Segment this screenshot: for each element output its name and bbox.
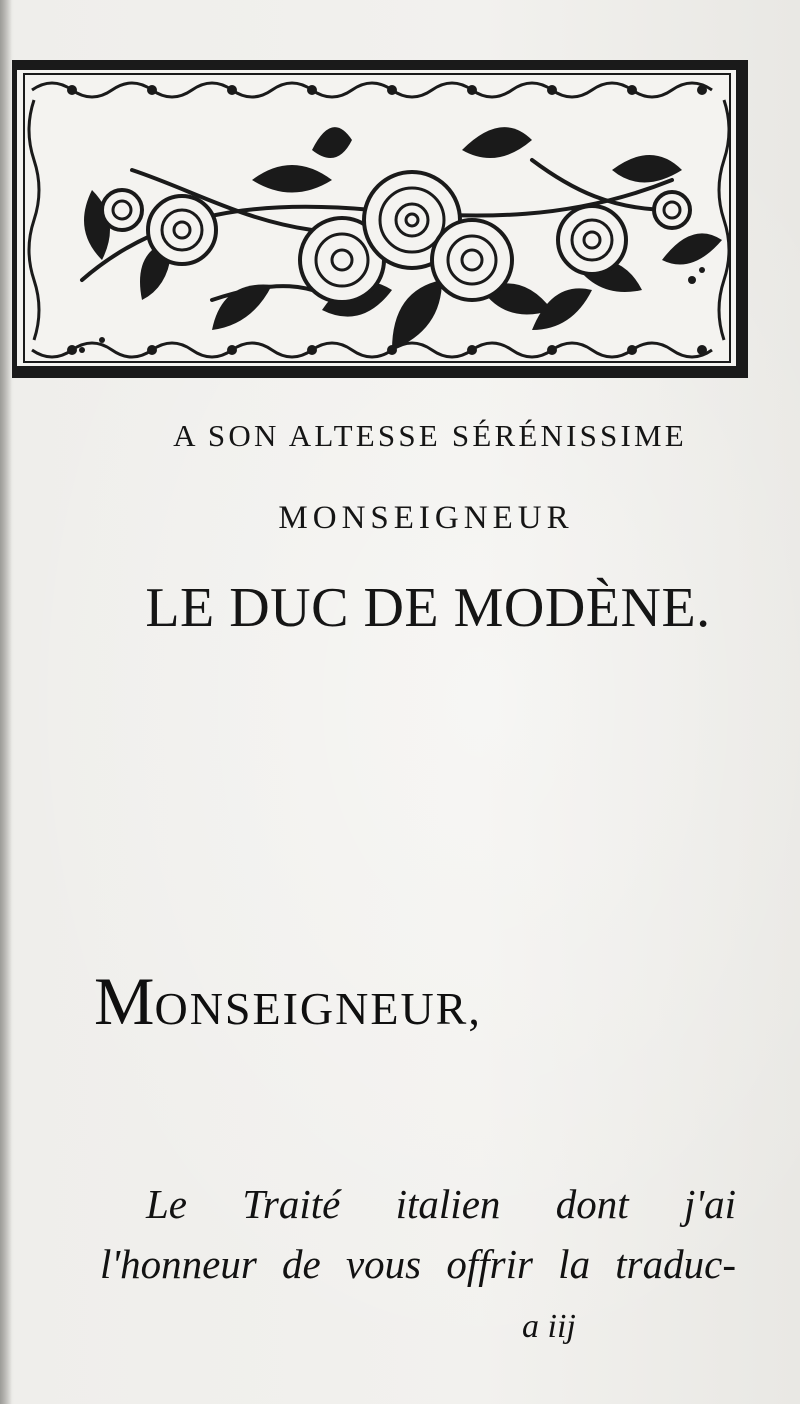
signature-mark: a iij xyxy=(522,1308,576,1345)
floral-headpiece-icon xyxy=(12,60,748,378)
body-line-1: Le Traité italien dont j'ai xyxy=(146,1181,736,1227)
dedication-line-2: MONSEIGNEUR xyxy=(278,500,574,536)
body-line-2: l'honneur de vous offrir la traduc- xyxy=(100,1241,736,1287)
salutation xyxy=(94,962,482,1041)
dedication-title: LE DUC DE MODÈNE. xyxy=(145,577,711,639)
page-gutter-shadow xyxy=(0,0,12,1404)
salutation-initial: M xyxy=(94,963,155,1039)
salutation-rest: ONSEIGNEUR, xyxy=(154,983,482,1034)
dedication-line-1: A SON ALTESSE SÉRÉNISSIME xyxy=(173,418,687,453)
